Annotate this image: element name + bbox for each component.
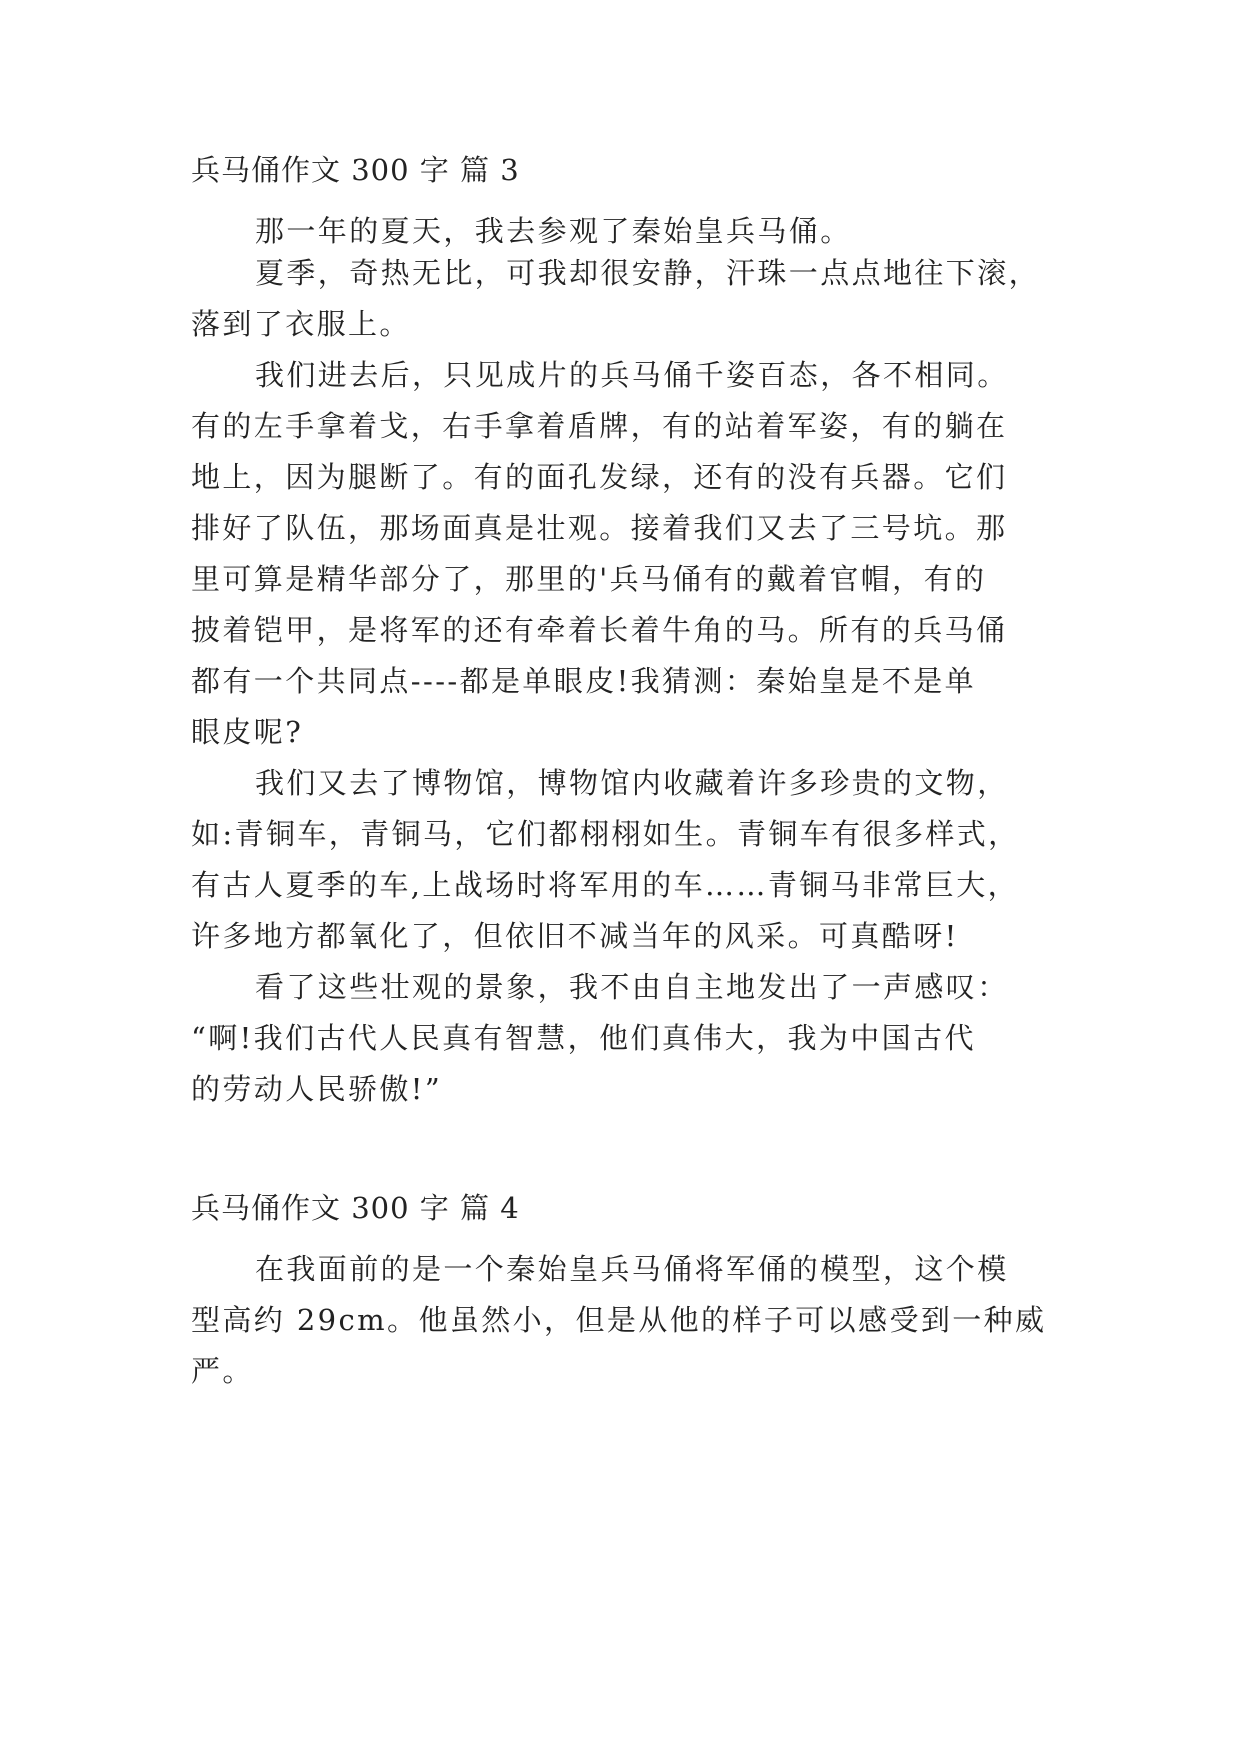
paragraph-line: 的劳动人民骄傲!” xyxy=(191,1072,443,1106)
paragraph-line: 都有一个共同点----都是单眼皮!我猜测：秦始皇是不是单 xyxy=(191,664,977,698)
paragraph-line: 我们又去了博物馆，博物馆内收藏着许多珍贵的文物， xyxy=(255,766,1009,800)
paragraph-line: 排好了队伍，那场面真是壮观。接着我们又去了三号坑。那 xyxy=(191,511,1008,545)
paragraph-line: 型高约 29cm。他虽然小，但是从他的样子可以感受到一种威 xyxy=(191,1303,1047,1337)
paragraph-line: 严。 xyxy=(191,1354,254,1388)
paragraph-line: 看了这些壮观的景象，我不由自主地发出了一声感叹： xyxy=(255,970,1009,1004)
paragraph-line: 有古人夏季的车,上战场时将军用的车……青铜马非常巨大， xyxy=(191,868,1020,902)
paragraph-line: 在我面前的是一个秦始皇兵马俑将军俑的模型，这个模 xyxy=(255,1252,1009,1286)
paragraph-line: 如:青铜车，青铜马，它们都栩栩如生。青铜车有很多样式， xyxy=(191,817,1020,851)
paragraph-line: “啊!我们古代人民真有智慧，他们真伟大，我为中国古代 xyxy=(191,1021,976,1055)
paragraph-line: 夏季，奇热无比，可我却很安静，汗珠一点点地往下滚， xyxy=(255,256,1041,290)
paragraph-line: 有的左手拿着戈，右手拿着盾牌，有的站着军姿，有的躺在 xyxy=(191,409,1008,443)
paragraph-line: 眼皮呢? xyxy=(191,715,304,749)
paragraph-line: 落到了衣服上。 xyxy=(191,307,411,341)
paragraph-line: 许多地方都氧化了，但依旧不减当年的风采。可真酷呀! xyxy=(191,919,959,953)
paragraph-line: 那一年的夏天，我去参观了秦始皇兵马俑。 xyxy=(255,214,852,248)
section-heading: 兵马俑作文 300 字 篇 4 xyxy=(191,1191,520,1225)
paragraph-line: 披着铠甲，是将军的还有牵着长着牛角的马。所有的兵马俑 xyxy=(191,613,1008,647)
paragraph-line: 地上，因为腿断了。有的面孔发绿，还有的没有兵器。它们 xyxy=(191,460,1008,494)
paragraph-line: 我们进去后，只见成片的兵马俑千姿百态，各不相同。 xyxy=(255,358,1009,392)
paragraph-line: 里可算是精华部分了，那里的'兵马俑有的戴着官帽，有的 xyxy=(191,562,987,596)
section-heading: 兵马俑作文 300 字 篇 3 xyxy=(191,153,520,187)
